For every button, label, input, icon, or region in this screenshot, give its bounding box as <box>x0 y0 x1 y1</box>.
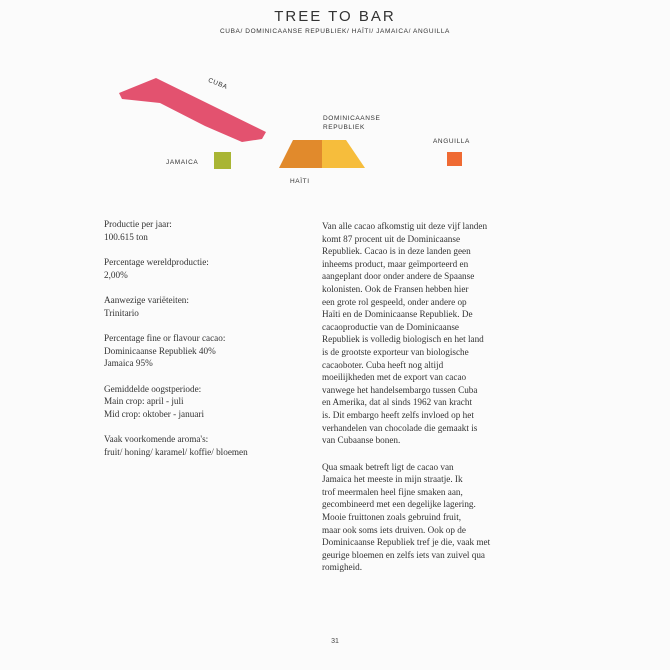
dominican-republic-shape <box>322 140 365 168</box>
haiti-shape <box>279 140 322 168</box>
body-paragraph: Van alle cacao afkomstig uit deze vijf landen komt 87 procent uit de Dominicaanse Republiek. Cacao is in deze landen geen inheems product, maar geïmporteerd en aangeplant door onder andere de Spaanse kolonisten. Ook de Fransen hebben hier een grote rol gespeeld, onder andere op Haïti en de Dominicaanse Republiek. De cacaoproductie van de Dominicaanse Republiek is volledig biologisch en het land is de grootste exporteur van biologische cacaoboter. Cuba heeft nog altijd moeilijkheden met de export van cacao vanwege het handelsembargo tussen Cuba en Amerika, dat al sinds 1962 van kracht is. Dit embargo heeft zelfs invloed op het verhandelen van chocolade die gemaakt is van Cubaanse bonen. <box>322 221 488 446</box>
body-text <box>322 220 552 588</box>
stat-label: Productie per jaar: <box>104 219 172 229</box>
stat-value: Trinitario <box>104 307 139 318</box>
cuba-label: CUBA <box>207 76 229 92</box>
stat-label: Vaak voorkomende aroma's: <box>104 434 209 444</box>
jamaica-shape <box>214 152 231 169</box>
dominican-republic-label: DOMINICAANSE REPUBLIEK <box>323 115 381 131</box>
stat-label: Percentage wereldproductie: <box>104 257 209 267</box>
stat-value: Dominicaanse Republiek 40% Jamaica 95% <box>104 345 216 368</box>
cuba-shape <box>119 78 266 142</box>
page-number: 31 <box>331 638 339 645</box>
stat-harvest <box>104 383 304 421</box>
haiti-label: HAÏTI <box>290 178 310 185</box>
stat-varieties <box>104 294 304 319</box>
stat-aromas <box>104 433 304 458</box>
stats-column <box>104 218 304 471</box>
stat-fine-flavour <box>104 332 304 370</box>
anguilla-label: ANGUILLA <box>433 138 470 145</box>
stat-label: Percentage fine or flavour cacao: <box>104 333 226 343</box>
stat-value: Main crop: april - juli Mid crop: oktober - januari <box>104 396 205 419</box>
stat-label: Aanwezige variëteiten: <box>104 295 189 305</box>
anguilla-shape <box>447 152 462 166</box>
stat-value: fruit/ honing/ karamel/ koffie/ bloemen <box>104 446 248 457</box>
stat-value: 100.615 ton <box>104 231 148 242</box>
page-title: TREE TO BAR <box>274 8 396 25</box>
stat-production <box>104 218 304 243</box>
page-subtitle: CUBA/ DOMINICAANSE REPUBLIEK/ HAÏTI/ JAMAICA/ ANGUILLA <box>220 28 450 35</box>
stat-label: Gemiddelde oogstperiode: <box>104 383 202 394</box>
stat-world-share <box>104 256 304 281</box>
jamaica-label: JAMAICA <box>166 159 199 166</box>
stat-value: 2,00% <box>104 269 128 280</box>
body-paragraph: Qua smaak betreft ligt de cacao van Jamaica het meeste in mijn straatje. Ik trof meermalen heel fijne smaken aan, gecombineerd met een degelijke lagering. Mooie fruittonen zoals gebruind fruit, maar ook soms iets druiven. Ook op de Dominicaanse Republiek tref je die, vaak met geurige bloemen en zelfs iets van zuivel qua romigheid. <box>322 461 491 573</box>
